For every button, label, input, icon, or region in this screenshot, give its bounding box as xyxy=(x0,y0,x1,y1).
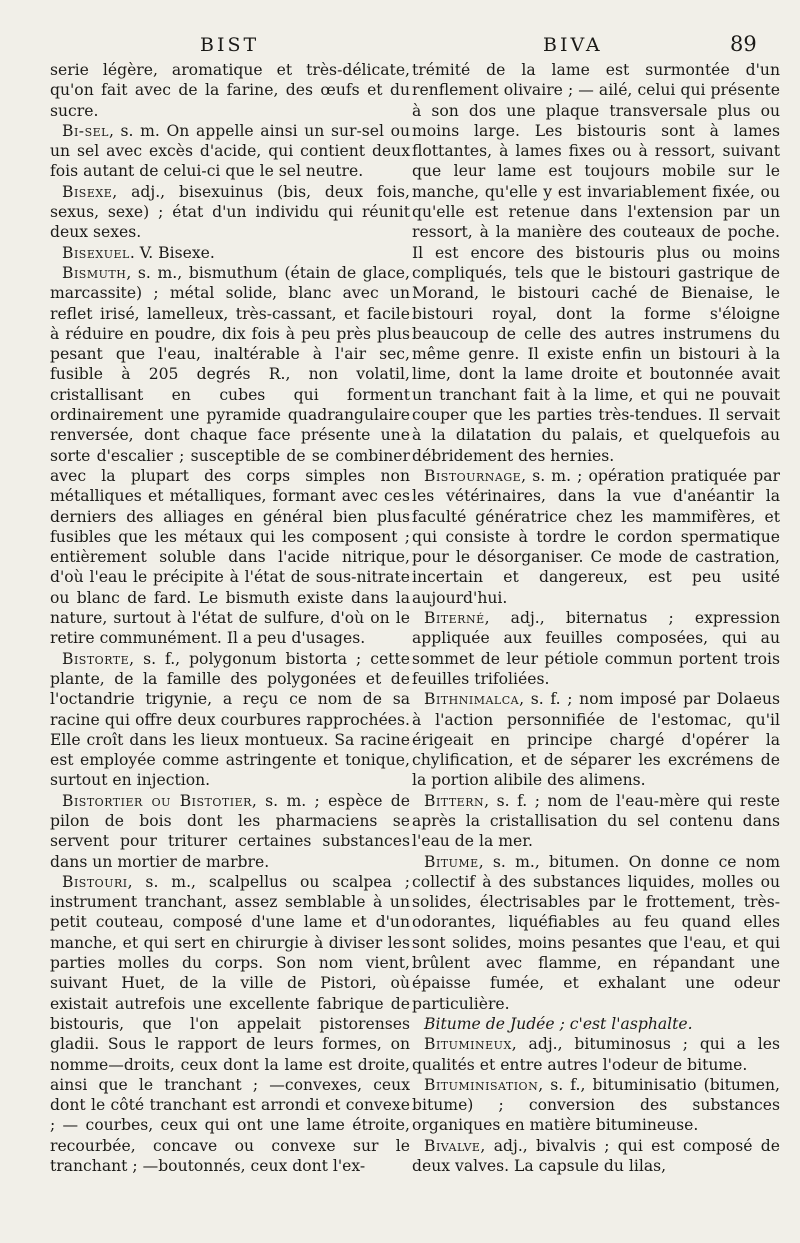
entry xyxy=(50,182,410,243)
entry xyxy=(412,466,780,608)
entry-head: Bisexuel xyxy=(62,243,130,262)
entry-text: , s. m., bitumen. On donne ce nom collectif à des substances liquides, molles ou solides, électrisables par le frottement, très-odorantes, liquéfiables au feu quand elles sont solides, moins pesantes que l'eau, et qui brûlent avec flamme, en répandant une épaisse fumée, et exhalant une odeur particulière. xyxy=(412,852,780,1013)
entry-text: , s. m., bismuthum (étain de glace, marcassite) ; métal solide, blanc avec un reflet irisé, lamelleux, très-cassant, et facile à réduire en poudre, dix fois à peu près plus pesant que l'eau, inaltérable à l'air sec, fusible à 205 degrés R., non volatil, cristallisant en cubes qui forment ordinairement une pyramide quadrangulaire renversée, dont chaque face présente une sorte d'escalier ; susceptible de se combiner avec la plupart des corps simples non métalliques et métalliques, formant avec ces derniers des alliages en général bien plus fusibles que les métaux qui les composent ; entièrement soluble dans l'acide nitrique, d'où l'eau le précipite à l'état de sous-nitrate ou blanc de fard. Le bismuth existe dans la nature, surtout à l'état de sulfure, d'où on le retire communément. Il a peu d'usages. xyxy=(50,263,410,648)
entry-head: Bithnimalca xyxy=(424,690,520,709)
entry xyxy=(412,791,780,852)
entry-head: Bistortier ou Bistotier xyxy=(62,791,252,810)
right-running-head: BIVA xyxy=(543,34,603,56)
entry xyxy=(50,121,410,182)
entry-text: , adj., bituminosus ; qui a les qualités et entre autres l'odeur de bitume. xyxy=(412,1035,780,1074)
entry-head: Bi-sel xyxy=(62,121,109,140)
entry xyxy=(412,1136,780,1177)
entry-head: Bitumineux xyxy=(424,1035,512,1054)
entry-text: , adj., biternatus ; expression appliquée aux feuilles composées, qui au sommet de leur pétiole commun portent trois feuilles trifoliées. xyxy=(412,609,780,688)
entry xyxy=(50,872,410,1176)
entry-text: , adj., bisexuinus (bis, deux fois, sexus, sexe) ; état d'un individu qui réunit deux sexes. xyxy=(50,182,410,242)
entry xyxy=(50,649,410,791)
entry-text: , adj., bivalvis ; qui est composé de deux valves. La capsule du lilas, xyxy=(412,1136,780,1176)
entry xyxy=(50,791,410,872)
entry-text: , s. m. On appelle ainsi un sur-sel ou un sel avec excès d'acide, qui contient deux fois autant de celui-ci que le sel neutre. xyxy=(50,121,410,181)
entry-head: Biterné xyxy=(424,609,485,628)
entry-head: Bistouri xyxy=(62,872,128,891)
entry-head: Bistournage xyxy=(424,466,522,485)
entry-text: , s. m. ; opération pratiquée par les vétérinaires, dans la vue d'anéantir la faculté génératrice chez les mammifères, et qui consiste à tordre le cordon spermatique pour le désorganiser. Ce mode de castration, incertain et dangereux, est peu usité aujourd'hui. xyxy=(412,466,780,607)
entry-text: trémité de la lame est surmontée d'un renflement olivaire ; — ailé, celui qui présente à son dos une plaque transversale plus ou moins large. Les bistouris sont à lames flottantes, à lames fixes ou à ressort, suivant que leur lame est toujours mobile sur le manche, qu'elle y est invariablement fixée, ou qu'elle est retenue dans l'extension par un ressort, à la manière des couteaux de poche. Il est encore des bistouris plus ou moins compliqués, tels que le bistouri gastrique de Morand, le bistouri caché de Bienaise, le bistouri royal, dont la forme s'éloigne beaucoup de celle des autres instrumens du même genre. Il existe enfin un bistouri à la lime, dont la lame droite et boutonnée avait un tranchant fait à la lime, et qui ne pouvait couper que les parties très-tendues. Il servait à la dilatation du palais, et quelquefois au débridement des hernies. xyxy=(412,61,780,465)
entry-text: , s. f. ; nom de l'eau-mère qui reste après la cristallisation du sel contenu dans l'eau de la mer. xyxy=(412,791,780,851)
entry xyxy=(412,1034,780,1075)
entry-text: serie légère, aromatique et très-délicate, qu'on fait avec de la farine, des œufs et du sucre. xyxy=(50,61,410,120)
left-running-head: BIST xyxy=(200,34,260,56)
entry xyxy=(412,1014,780,1034)
entry-head: Bivalve xyxy=(424,1136,481,1155)
entry-text: , s. m., scalpellus ou scalpea ; instrument tranchant, assez semblable à un petit couteau, composé d'une lame et d'un manche, et qui sert en chirurgie à diviser les parties molles du corps. Son nom vient, suivant Huet, de la ville de Pistori, où existait autrefois une excellente fabrique de bistouris, que l'on appelait pistorenses gladii. Sous le rapport de leurs formes, on nomme—droits, ceux dont la lame est droite, ainsi que le tranchant ; —convexes, ceux dont le côté tranchant est arrondi et convexe ; — courbes, ceux qui ont une lame étroite, recourbée, concave ou convexe sur le tranchant ; —boutonnés, ceux dont l'ex- xyxy=(50,872,410,1176)
right-column xyxy=(412,60,780,1176)
entry-head: Bitume xyxy=(424,852,479,871)
entry xyxy=(412,60,780,466)
entry-head: Bismuth xyxy=(62,263,127,282)
entry xyxy=(50,60,410,121)
page-number: 89 xyxy=(730,32,757,56)
entry xyxy=(412,608,780,689)
entry xyxy=(50,263,410,649)
entry-text: , s. f. ; nom imposé par Dolaeus à l'action personnifiée de l'estomac, qu'il érigeait en principe chargé d'opérer la chylification, et de séparer les excrémens de la portion alibile des alimens. xyxy=(412,690,780,790)
entry-text: , s. f., bituminisatio (bitumen, bitume) ; conversion des substances organiques en matière bitumineuse. xyxy=(412,1075,780,1135)
entry xyxy=(412,689,780,790)
entry-head: Bittern xyxy=(424,791,485,810)
entry xyxy=(412,852,780,1014)
entry-head: Bisexe xyxy=(62,182,113,201)
entry-text: . V. Bisexe. xyxy=(129,243,215,262)
entry xyxy=(50,243,410,263)
entry-head: Bistorte xyxy=(62,649,130,668)
entry xyxy=(412,1075,780,1136)
entry-text: Bitume de Judée ; c'est l'asphalte. xyxy=(424,1014,693,1033)
entry-text: , s. f., polygonum bistorta ; cette plante, de la famille des polygonées et de l'octandrie trigynie, a reçu ce nom de sa racine qui offre deux courbures rapprochées. Elle croît dans les lieux montueux. Sa racine est employée comme astringente et tonique, surtout en injection. xyxy=(50,649,410,790)
entry-head: Bituminisation xyxy=(424,1075,539,1094)
entry-text: , s. m. ; espèce de pilon de bois dont les pharmaciens se servent pour triturer certaines substances dans un mortier de marbre. xyxy=(50,791,410,871)
left-column xyxy=(50,60,410,1176)
